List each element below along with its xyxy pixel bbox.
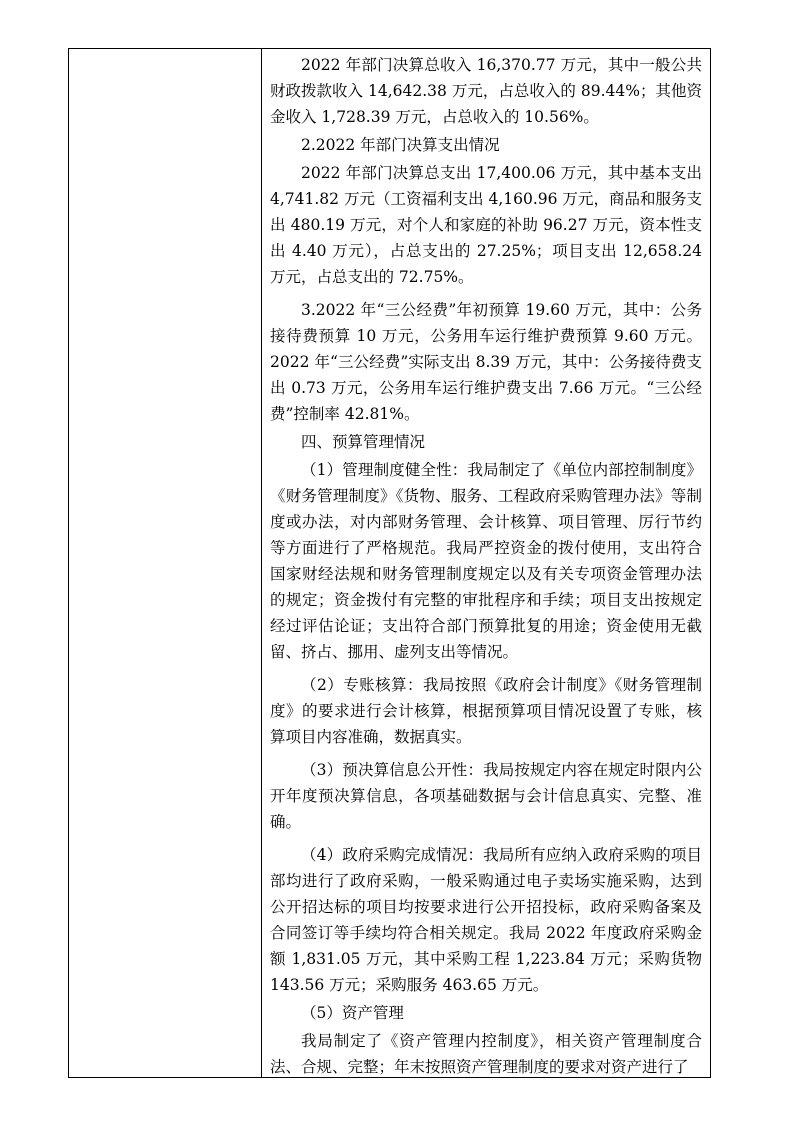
heading-expenditure: 2.2022 年部门决算支出情况 (301, 136, 500, 154)
paragraph-expenditure: 2022 年部门决算总支出 17,400.06 万元，其中基本支出 4,741.82 万元（工资福利支出 4,160.96 万元，商品和服务支出 480.19 万元，对个人和家庭的补助 96.27 万元，资本性支出 4.40 万元），占总支出的 27.25%；项目支出 12,658.24 万元，占总支出的 72.75%。 (270, 164, 702, 286)
paragraph-account-checking: （2）专账核算：我局按照《政府会计制度》《财务管理制度》的要求进行会计核算，根据预算项目情况设置了专账，核算项目内容准确，数据真实。 (270, 676, 702, 746)
column-divider (261, 48, 262, 1078)
paragraph-disclosure: （3）预决算信息公开性：我局按规定内容在规定时限内公开年度预决算信息，各项基础数据与会计信息真实、完整、准确。 (270, 761, 702, 831)
paragraph-procurement: （4）政府采购完成情况：我局所有应纳入政府采购的项目部均进行了政府采购，一般采购通过电子卖场实施采购，达到公开招达标的项目均按要求进行公开招投标，政府采购备案及合同签订等手续均符合相关规定。我局 2022 年度政府采购金额 1,831.05 万元，其中采购工程 1,223.84 万元；采购货物 143.56 万元；采购服务 463.65 万元。 (270, 846, 702, 994)
paragraph-management-system: （1）管理制度健全性：我局制定了《单位内部控制制度》《财务管理制度》《货物、服务、工程政府采购管理办法》等制度或办法，对内部财务管理、会计核算、项目管理、厉行节约等方面进行了严格规范。我局严控资金的拨付使用，支出符合国家财经法规和财务管理制度规定以及有关专项资金管理办法的规定；资金拨付有完整的审批程序和手续；项目支出按规定经过评估论证；支出符合部门预算批复的用途；资金使用无截留、挤占、挪用、虚列支出等情况。 (270, 461, 702, 661)
paragraph-asset-management: 我局制定了《资产管理内控制度》，相关资产管理制度合法、合规、完整；年末按照资产管理制度的要求对资产进行了 (270, 1032, 702, 1076)
heading-budget-management: 四、预算管理情况 (301, 433, 426, 451)
paragraph-three-public-expenses: 3.2022 年“三公经费”年初预算 19.60 万元，其中：公务接待费预算 10 万元，公务用车运行维护费预算 9.60 万元。2022 年“三公经费”实际支出 8.39 万元，其中：公务接待费支出 0.73 万元，公务用车运行维护费支出 7.66 万元。“三公经费”控制率 42.81%。 (270, 301, 702, 423)
paragraph-income: 2022 年部门决算总收入 16,370.77 万元，其中一般公共财政拨款收入 14,642.38 万元，占总收入的 89.44%；其他资金收入 1,728.39 万元，占总收入的 10.56%。 (270, 56, 702, 126)
heading-asset-management: （5）资产管理 (301, 1004, 404, 1022)
document-body (270, 52, 702, 1082)
